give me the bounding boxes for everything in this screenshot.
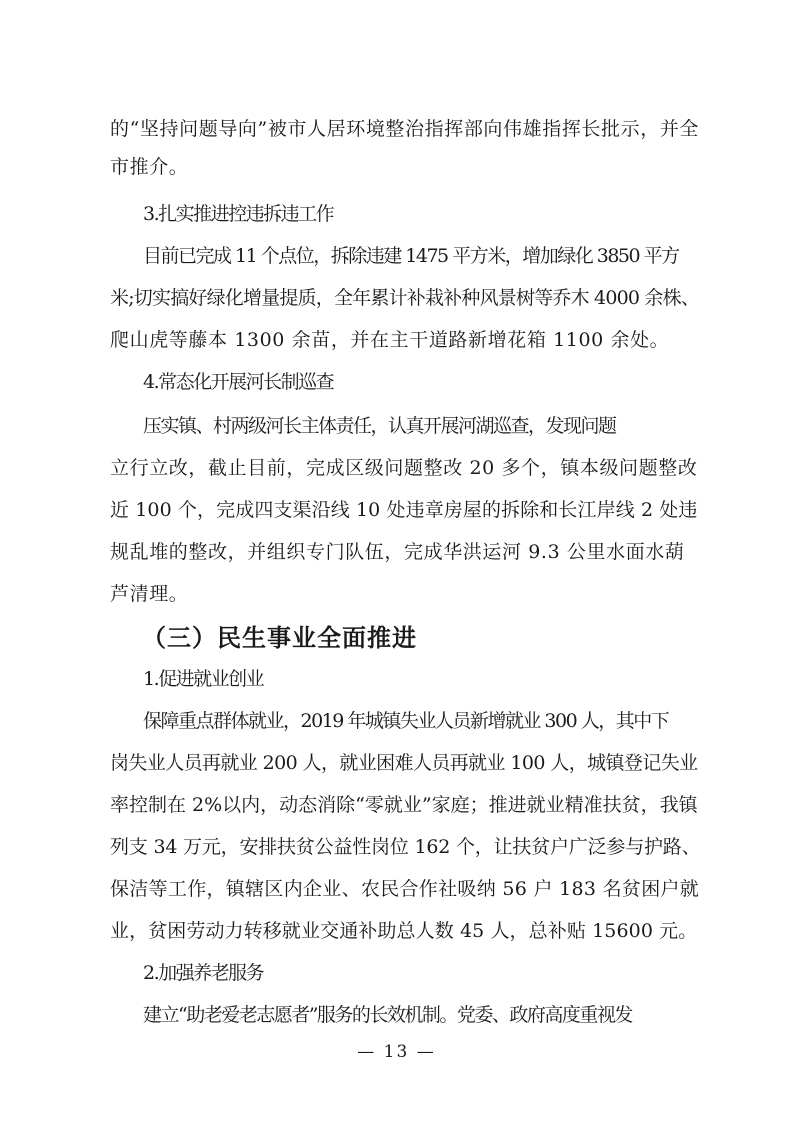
section-heading: （三）民生事业全面推进 (142, 624, 417, 652)
paragraph-line: 立行立改，截止目前，完成区级问题整改 20 多个，镇本级问题整改 (110, 457, 698, 479)
section-subheading: 1.促进就业创业 (143, 668, 264, 690)
paragraph-line: 岗失业人员再就业 200 人，就业困难人员再就业 100 人，城镇登记失业 (110, 752, 698, 774)
paragraph-line: 业，贫困劳动力转移就业交通补助总人数 45 人，总补贴 15600 元。 (110, 920, 698, 942)
paragraph-line: 爬山虎等藤本 1300 余苗，并在主干道路新增花箱 1100 余处。 (110, 329, 670, 351)
paragraph-line: 列支 34 万元，安排扶贫公益性岗位 162 个，让扶贫户广泛参与护路、 (110, 836, 701, 858)
paragraph-line: 米;切实搞好绿化增量提质，全年累计补栽补种风景树等乔木 4000 余株、 (110, 287, 700, 309)
paragraph-line: 规乱堆的整改，并组织专门队伍，完成华洪运河 9.3 公里水面水葫 (110, 541, 685, 563)
section-subheading: 2.加强养老服务 (143, 962, 264, 984)
paragraph-line: 建立“助老爱老志愿者”服务的长效机制。党委、政府高度重视发 (143, 1004, 632, 1026)
paragraph-line: 目前已完成 11 个点位，拆除违建 1475 平方米，增加绿化 3850 平方 (143, 245, 679, 267)
paragraph-line: 市推介。 (110, 156, 189, 178)
paragraph-line: 芦清理。 (110, 583, 189, 605)
section-subheading: 4.常态化开展河长制巡查 (143, 371, 334, 393)
section-subheading: 3.扎实推进控违拆违工作 (143, 203, 334, 225)
paragraph-line: 压实镇、村两级河长主体责任，认真开展河湖巡查，发现问题 (143, 415, 616, 437)
paragraph-line: 率控制在 2%以内，动态消除“零就业”家庭；推进就业精准扶贫，我镇 (110, 794, 698, 816)
paragraph-line: 保洁等工作，镇辖区内企业、农民合作社吸纳 56 户 183 名贫困户就 (110, 878, 700, 900)
paragraph-line: 保障重点群体就业，2019 年城镇失业人员新增就业 300 人，其中下 (143, 710, 669, 732)
paragraph-line: 的“坚持问题导向”被市人居环境整治指挥部向伟雄指挥长批示，并全 (110, 118, 700, 140)
page-number: — 13 — (357, 1042, 436, 1062)
paragraph-line: 近 100 个，完成四支渠沿线 10 处违章房屋的拆除和长江岸线 2 处违 (110, 499, 698, 521)
